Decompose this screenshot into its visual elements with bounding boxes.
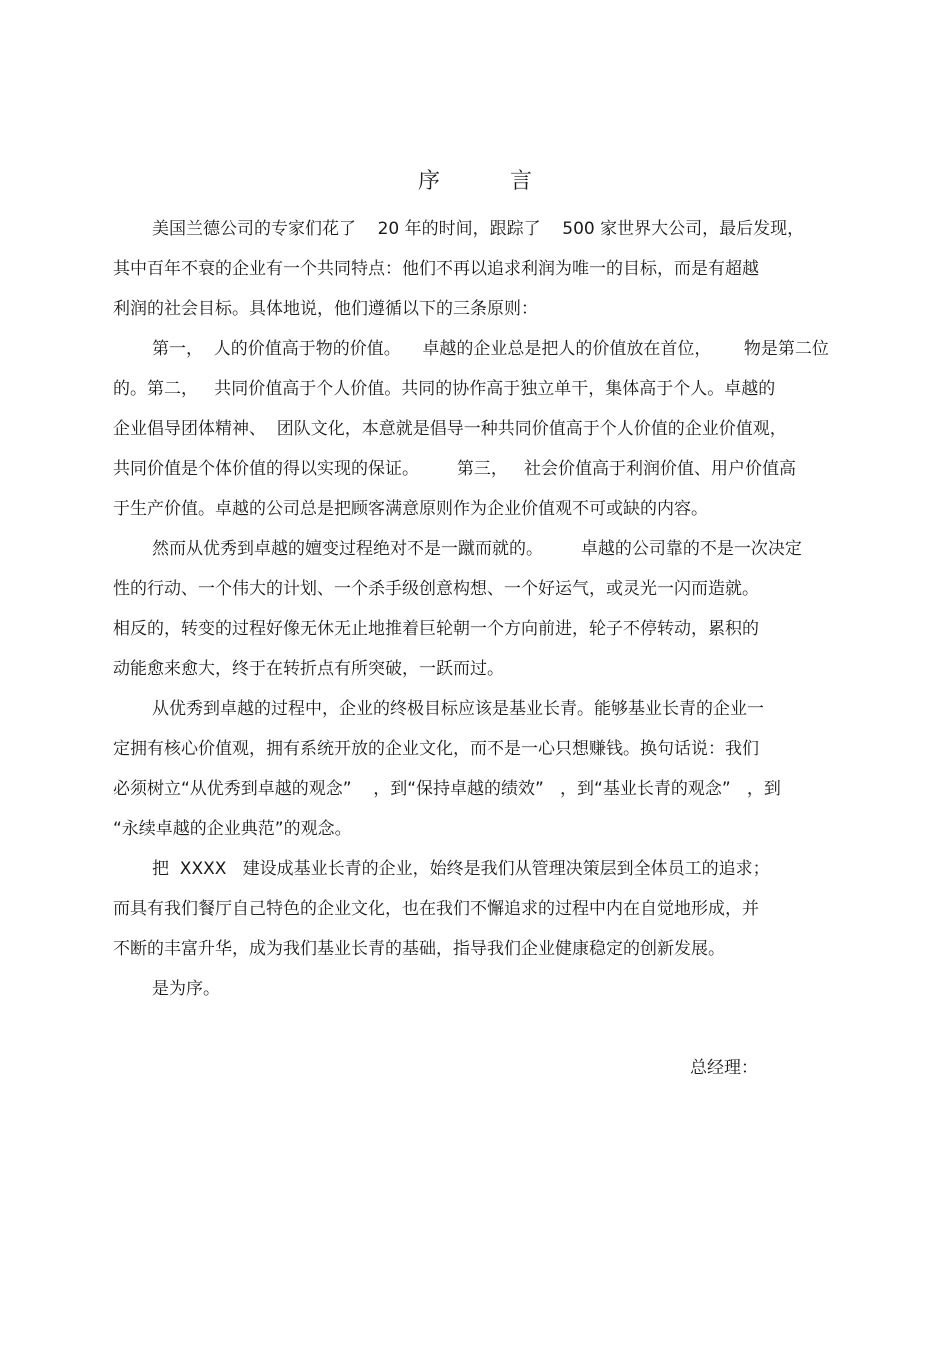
- paragraph-line: 利润的社会目标。具体地说，他们遵循以下的三条原则：: [113, 299, 538, 319]
- paragraph-line: 动能愈来愈大，终于在转折点有所突破，一跃而过。: [113, 659, 504, 679]
- page-title: [0, 168, 950, 196]
- title-char-1: 序: [417, 169, 440, 194]
- paragraph-line: 然而从优秀到卓越的嬗变过程绝对不是一蹴而就的。 卓越的公司靠的不是一次决定: [152, 539, 802, 559]
- paragraph-line: 而具有我们餐厅自己特色的企业文化，也在我们不懈追求的过程中内在自觉地形成，并: [113, 899, 759, 919]
- paragraph-line: “永续卓越的企业典范”的观念。: [113, 819, 352, 839]
- paragraph-line: 不断的丰富升华，成为我们基业长青的基础，指导我们企业健康稳定的创新发展。: [113, 939, 725, 959]
- paragraph-line: 把 XXXX 建设成基业长青的企业，始终是我们从管理决策层到全体员工的追求；: [152, 859, 770, 879]
- title-char-2: 言: [510, 169, 533, 194]
- paragraph-line: 企业倡导团体精神、 团队文化，本意就是倡导一种共同价值高于个人价值的企业价值观，: [113, 419, 787, 439]
- paragraph-line: 美国兰德公司的专家们花了 20 年的时间，跟踪了 500 家世界大公司，最后发现，: [152, 219, 805, 239]
- paragraph-line: 的。第二， 共同价值高于个人价值。共同的协作高于独立单干，集体高于个人。卓越的: [113, 379, 776, 399]
- paragraph-line: 共同价值是个体价值的得以实现的保证。 第三， 社会价值高于利润价值、用户价值高: [113, 459, 797, 479]
- paragraph-line: 是为序。: [152, 979, 220, 999]
- paragraph-line: 定拥有核心价值观，拥有系统开放的企业文化，而不是一心只想赚钱。换句话说：我们: [113, 739, 759, 759]
- paragraph-line: 于生产价值。卓越的公司总是把顾客满意原则作为企业价值观不可或缺的内容。: [113, 499, 708, 519]
- signature-label: 总经理：: [690, 1058, 758, 1078]
- paragraph-line: 必须树立“从优秀到卓越的观念” ，到“保持卓越的绩效” ，到“基业长青的观念” ，到: [113, 779, 781, 799]
- paragraph-line: 其中百年不衰的企业有一个共同特点：他们不再以追求利润为唯一的目标，而是有超越: [113, 259, 759, 279]
- paragraph-line: 性的行动、一个伟大的计划、一个杀手级创意构想、一个好运气，或灵光一闪而造就。: [113, 579, 759, 599]
- paragraph-line: 从优秀到卓越的过程中，企业的终极目标应该是基业长青。能够基业长青的企业一: [152, 699, 764, 719]
- paragraph-line: 第一， 人的价值高于物的价值。 卓越的企业总是把人的价值放在首位， 物是第二位: [152, 339, 829, 359]
- paragraph-line: 相反的，转变的过程好像无休无止地推着巨轮朝一个方向前进，轮子不停转动，累积的: [113, 619, 759, 639]
